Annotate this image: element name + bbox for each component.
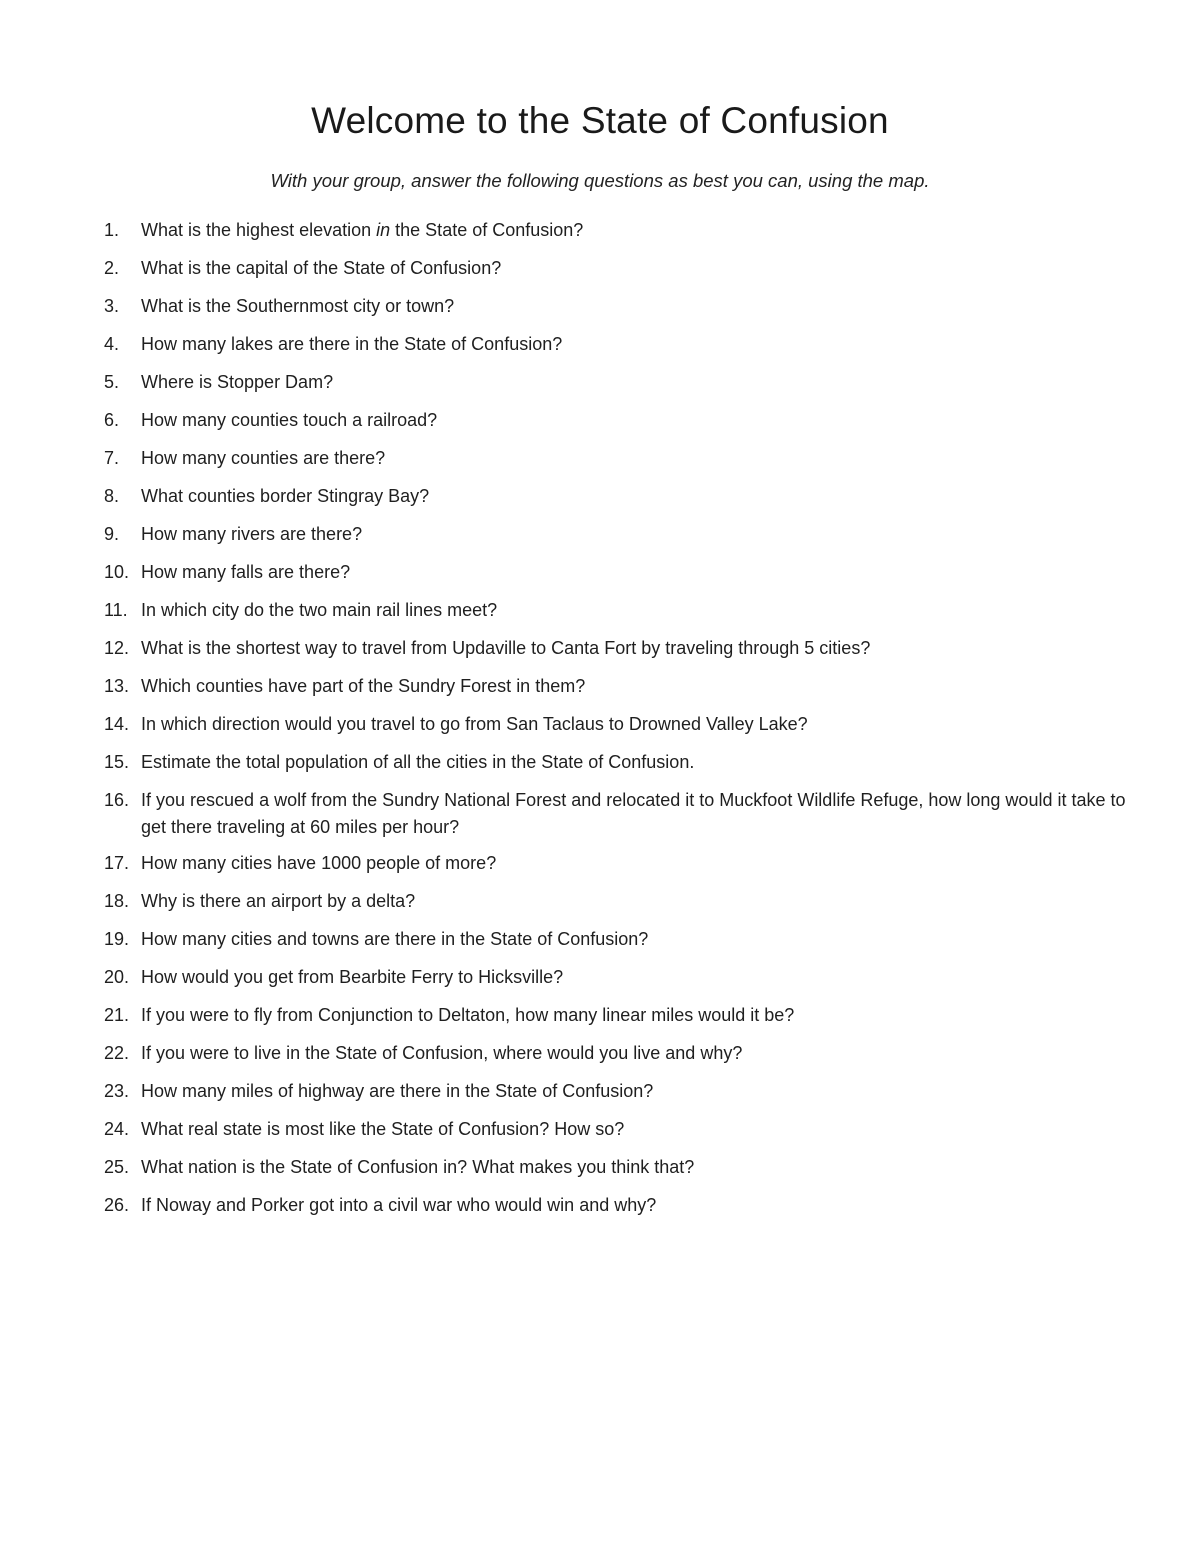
question-number: 13. <box>104 676 130 696</box>
question-text: What nation is the State of Confusion in? What makes you think that? <box>141 1157 695 1177</box>
question-item <box>0 293 1200 320</box>
question-text: What is the Southernmost city or town? <box>141 296 455 316</box>
question-item <box>0 1154 1200 1181</box>
question-number: 21. <box>104 1005 130 1025</box>
question-text: How many counties touch a railroad? <box>141 410 438 430</box>
question-item <box>0 445 1200 472</box>
question-number: 2. <box>104 258 120 278</box>
question-text: In which direction would you travel to go from San Taclaus to Drowned Valley Lake? <box>141 714 808 734</box>
question-item <box>0 749 1200 776</box>
question-item <box>0 559 1200 586</box>
question-text: Which counties have part of the Sundry Forest in them? <box>141 676 586 696</box>
question-number: 11. <box>104 600 128 620</box>
question-item <box>0 597 1200 624</box>
question-item <box>0 369 1200 396</box>
question-item <box>0 331 1200 358</box>
question-number: 12. <box>104 638 130 658</box>
question-text: If you were to fly from Conjunction to Deltaton, how many linear miles would it be? <box>141 1005 795 1025</box>
question-number: 9. <box>104 524 120 544</box>
question-number: 7. <box>104 448 120 468</box>
question-list <box>0 217 1200 1230</box>
question-number: 10. <box>104 562 130 582</box>
question-number: 3. <box>104 296 120 316</box>
question-text: Estimate the total population of all the cities in the State of Confusion. <box>141 752 695 772</box>
emphasis-text: in <box>376 220 391 240</box>
document-subtitle: With your group, answer the following questions as best you can, using the map. <box>270 170 930 191</box>
question-number: 17. <box>104 853 130 873</box>
question-text: If Noway and Porker got into a civil war who would win and why? <box>141 1195 657 1215</box>
question-text: If you were to live in the State of Confusion, where would you live and why? <box>141 1043 743 1063</box>
question-text: If you rescued a wolf from the Sundry National Forest and relocated it to Muckfoot Wildlife Refuge, how long would it take to get there traveling at 60 miles per hour? <box>141 790 1126 837</box>
question-text: How many falls are there? <box>141 562 351 582</box>
question-number: 14. <box>104 714 130 734</box>
question-number: 4. <box>104 334 120 354</box>
question-text: In which city do the two main rail lines meet? <box>141 600 498 620</box>
question-number: 16. <box>104 790 130 810</box>
question-text: What is the highest elevation in the State of Confusion? <box>141 220 584 240</box>
question-number: 1. <box>104 220 120 240</box>
question-text: What counties border Stingray Bay? <box>141 486 430 506</box>
question-text: How many cities and towns are there in the State of Confusion? <box>141 929 649 949</box>
question-item <box>0 1116 1200 1143</box>
question-number: 25. <box>104 1157 130 1177</box>
question-item <box>0 1002 1200 1029</box>
document-title: Welcome to the State of Confusion <box>311 100 889 141</box>
question-text: What is the capital of the State of Confusion? <box>141 258 502 278</box>
question-number: 15. <box>104 752 130 772</box>
question-item <box>0 926 1200 953</box>
question-number: 8. <box>104 486 120 506</box>
question-item <box>0 711 1200 738</box>
question-number: 24. <box>104 1119 130 1139</box>
question-item <box>0 255 1200 282</box>
question-text: What real state is most like the State of Confusion? How so? <box>141 1119 625 1139</box>
question-text: How would you get from Bearbite Ferry to Hicksville? <box>141 967 564 987</box>
question-text: How many lakes are there in the State of Confusion? <box>141 334 563 354</box>
question-number: 20. <box>104 967 130 987</box>
question-text: What is the shortest way to travel from Updaville to Canta Fort by traveling through 5 cities? <box>141 638 871 658</box>
question-item <box>0 787 1200 841</box>
question-item <box>0 964 1200 991</box>
question-number: 5. <box>104 372 120 392</box>
question-item <box>0 521 1200 548</box>
question-text: How many rivers are there? <box>141 524 363 544</box>
question-item <box>0 850 1200 877</box>
question-item <box>0 217 1200 244</box>
question-text: How many miles of highway are there in the State of Confusion? <box>141 1081 654 1101</box>
question-number: 19. <box>104 929 130 949</box>
question-item <box>0 1040 1200 1067</box>
question-item <box>0 635 1200 662</box>
question-text: Why is there an airport by a delta? <box>141 891 416 911</box>
question-text: How many counties are there? <box>141 448 386 468</box>
question-item <box>0 888 1200 915</box>
question-text: How many cities have 1000 people of more? <box>141 853 497 873</box>
question-item <box>0 1078 1200 1105</box>
question-item <box>0 407 1200 434</box>
question-item <box>0 673 1200 700</box>
question-number: 22. <box>104 1043 130 1063</box>
question-number: 26. <box>104 1195 130 1215</box>
question-text: Where is Stopper Dam? <box>141 372 334 392</box>
question-number: 23. <box>104 1081 130 1101</box>
question-item <box>0 483 1200 510</box>
question-item <box>0 1192 1200 1219</box>
question-number: 6. <box>104 410 120 430</box>
question-number: 18. <box>104 891 130 911</box>
